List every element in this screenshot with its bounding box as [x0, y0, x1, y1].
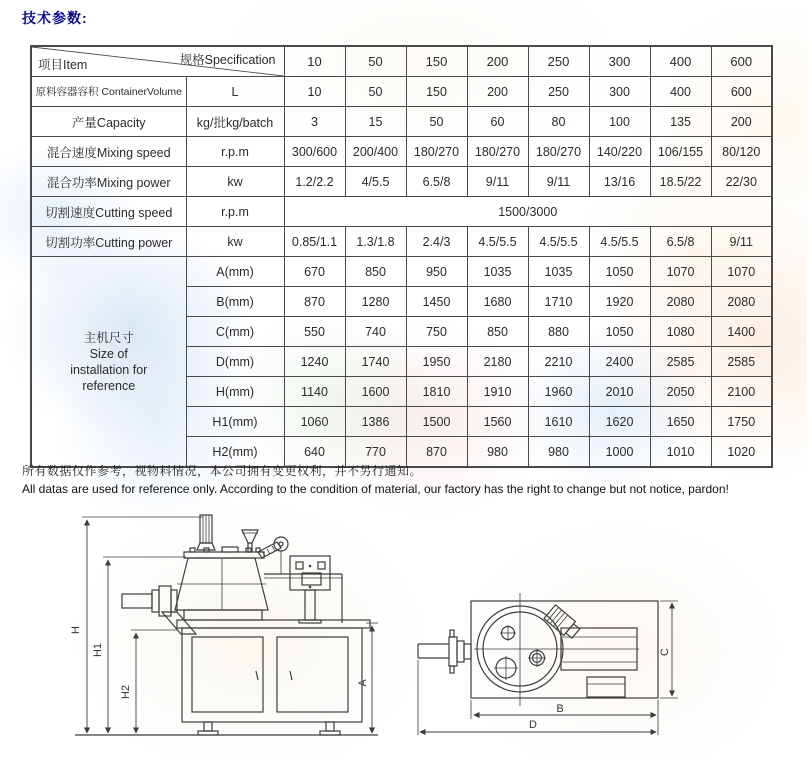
value-cell: 400 — [650, 77, 711, 107]
value-cell: 2585 — [650, 347, 711, 377]
spec-item-header — [31, 46, 284, 77]
dim-name-cell: A(mm) — [186, 257, 284, 287]
row-label: 切割速度Cutting speed — [31, 197, 186, 227]
value-cell: 850 — [467, 317, 528, 347]
value-cell: 9/11 — [528, 167, 589, 197]
value-cell: 640 — [284, 437, 345, 468]
value-cell: 980 — [528, 437, 589, 468]
value-cell: 4.5/5.5 — [589, 227, 650, 257]
unit-cell: kg/批kg/batch — [186, 107, 284, 137]
table-row — [31, 257, 772, 287]
value-cell: 870 — [406, 437, 467, 468]
value-cell: 4.5/5.5 — [528, 227, 589, 257]
side-view-drawing — [70, 515, 378, 735]
technical-drawings — [0, 495, 807, 757]
value-cell: 1750 — [711, 407, 772, 437]
value-cell: 100 — [589, 107, 650, 137]
dim-label-d: D — [529, 719, 537, 731]
unit-cell: L — [186, 77, 284, 107]
value-cell: 1610 — [528, 407, 589, 437]
value-cell: 6.5/8 — [406, 167, 467, 197]
value-cell: 50 — [406, 107, 467, 137]
value-cell: 300/600 — [284, 137, 345, 167]
value-cell: 1140 — [284, 377, 345, 407]
value-cell: 740 — [345, 317, 406, 347]
value-cell: 9/11 — [467, 167, 528, 197]
value-cell: 1050 — [589, 317, 650, 347]
value-cell: 22/30 — [711, 167, 772, 197]
value-cell: 2080 — [650, 287, 711, 317]
table-row — [31, 77, 772, 107]
value-cell: 1060 — [284, 407, 345, 437]
value-cell: 18.5/22 — [650, 167, 711, 197]
unit-cell: kw — [186, 167, 284, 197]
value-cell: 2010 — [589, 377, 650, 407]
value-cell: 2.4/3 — [406, 227, 467, 257]
disclaimer — [22, 462, 792, 496]
value-cell: 4/5.5 — [345, 167, 406, 197]
value-cell: 15 — [345, 107, 406, 137]
value-cell: 200 — [467, 77, 528, 107]
value-cell: 1020 — [711, 437, 772, 468]
value-cell: 80/120 — [711, 137, 772, 167]
value-cell: 1035 — [528, 257, 589, 287]
value-cell: 850 — [345, 257, 406, 287]
value-cell: 250 — [528, 77, 589, 107]
value-cell: 750 — [406, 317, 467, 347]
spec-header-label: 规格Specification — [179, 53, 276, 67]
dim-name-cell: H2(mm) — [186, 437, 284, 468]
value-cell: 0.85/1.1 — [284, 227, 345, 257]
value-cell: 1.3/1.8 — [345, 227, 406, 257]
value-cell: 1280 — [345, 287, 406, 317]
dim-name-cell: D(mm) — [186, 347, 284, 377]
merged-value-cell: 1500/3000 — [284, 197, 772, 227]
spec-column-header: 50 — [345, 46, 406, 77]
size-section-label — [31, 257, 186, 468]
value-cell: 980 — [467, 437, 528, 468]
top-view-drawing — [418, 593, 678, 735]
value-cell: 1070 — [650, 257, 711, 287]
value-cell: 600 — [711, 77, 772, 107]
table-row — [31, 227, 772, 257]
value-cell: 1000 — [589, 437, 650, 468]
dim-label-h1: H1 — [92, 642, 104, 658]
size-label-line: installation for — [70, 362, 148, 377]
value-cell: 1710 — [528, 287, 589, 317]
value-cell: 106/155 — [650, 137, 711, 167]
dim-name-cell: H(mm) — [186, 377, 284, 407]
header-row — [31, 46, 772, 77]
value-cell: 6.5/8 — [650, 227, 711, 257]
size-label-line: reference — [82, 378, 136, 393]
value-cell: 50 — [345, 77, 406, 107]
value-cell: 950 — [406, 257, 467, 287]
unit-cell: kw — [186, 227, 284, 257]
value-cell: 180/270 — [406, 137, 467, 167]
value-cell: 1400 — [711, 317, 772, 347]
spec-column-header: 600 — [711, 46, 772, 77]
value-cell: 1560 — [467, 407, 528, 437]
dim-label-b: B — [556, 703, 564, 715]
value-cell: 13/16 — [589, 167, 650, 197]
value-cell: 1600 — [345, 377, 406, 407]
value-cell: 1950 — [406, 347, 467, 377]
value-cell: 300 — [589, 77, 650, 107]
value-cell: 2210 — [528, 347, 589, 377]
value-cell: 870 — [284, 287, 345, 317]
value-cell: 1450 — [406, 287, 467, 317]
value-cell: 1680 — [467, 287, 528, 317]
value-cell: 140/220 — [589, 137, 650, 167]
value-cell: 1035 — [467, 257, 528, 287]
dim-name-cell: H1(mm) — [186, 407, 284, 437]
value-cell: 9/11 — [711, 227, 772, 257]
value-cell: 1080 — [650, 317, 711, 347]
value-cell: 1500 — [406, 407, 467, 437]
size-label-line: Size of — [89, 346, 128, 361]
table-row — [31, 167, 772, 197]
value-cell: 1050 — [589, 257, 650, 287]
value-cell: 135 — [650, 107, 711, 137]
spec-column-header: 250 — [528, 46, 589, 77]
table-row — [31, 107, 772, 137]
value-cell: 150 — [406, 77, 467, 107]
value-cell: 770 — [345, 437, 406, 468]
size-label-line: 主机尺寸 — [83, 330, 134, 345]
dim-label-c: C — [659, 648, 671, 656]
value-cell: 1960 — [528, 377, 589, 407]
value-cell: 550 — [284, 317, 345, 347]
dim-name-cell: C(mm) — [186, 317, 284, 347]
value-cell: 1.2/2.2 — [284, 167, 345, 197]
value-cell: 1240 — [284, 347, 345, 377]
row-label: 原料容器容积 ContainerVolume — [31, 77, 186, 107]
value-cell: 3 — [284, 107, 345, 137]
spec-column-header: 400 — [650, 46, 711, 77]
value-cell: 1650 — [650, 407, 711, 437]
spec-column-header: 150 — [406, 46, 467, 77]
value-cell: 1910 — [467, 377, 528, 407]
value-cell: 2080 — [711, 287, 772, 317]
value-cell: 880 — [528, 317, 589, 347]
value-cell: 670 — [284, 257, 345, 287]
row-label: 切割功率Cutting power — [31, 227, 186, 257]
row-label: 混合功率Mixing power — [31, 167, 186, 197]
item-header-label: 项目Item — [38, 58, 88, 72]
disclaimer-cn: 所有数据仅作参考，视物料情况，本公司拥有变更权利，并不另行通知。 — [22, 464, 423, 478]
unit-cell: r.p.m — [186, 197, 284, 227]
value-cell: 60 — [467, 107, 528, 137]
unit-cell: r.p.m — [186, 137, 284, 167]
table-row — [31, 197, 772, 227]
value-cell: 1740 — [345, 347, 406, 377]
disclaimer-en: All datas are used for reference only. According to the condition of material, our factory has the right to change but not notice, pardon! — [22, 482, 729, 496]
value-cell: 180/270 — [528, 137, 589, 167]
value-cell: 2180 — [467, 347, 528, 377]
value-cell: 10 — [284, 77, 345, 107]
spec-column-header: 300 — [589, 46, 650, 77]
value-cell: 2585 — [711, 347, 772, 377]
value-cell: 1920 — [589, 287, 650, 317]
spec-column-header: 10 — [284, 46, 345, 77]
dim-name-cell: B(mm) — [186, 287, 284, 317]
spec-table — [30, 45, 773, 468]
value-cell: 1386 — [345, 407, 406, 437]
value-cell: 180/270 — [467, 137, 528, 167]
value-cell: 1010 — [650, 437, 711, 468]
spec-column-header: 200 — [467, 46, 528, 77]
value-cell: 1620 — [589, 407, 650, 437]
value-cell: 200 — [711, 107, 772, 137]
value-cell: 2100 — [711, 377, 772, 407]
dim-label-h: H — [70, 626, 82, 634]
value-cell: 2050 — [650, 377, 711, 407]
value-cell: 200/400 — [345, 137, 406, 167]
value-cell: 80 — [528, 107, 589, 137]
value-cell: 1810 — [406, 377, 467, 407]
row-label: 混合速度Mixing speed — [31, 137, 186, 167]
page-title: 技术参数: — [22, 10, 88, 26]
row-label: 产量Capacity — [31, 107, 186, 137]
table-row — [31, 137, 772, 167]
value-cell: 1070 — [711, 257, 772, 287]
dim-label-a: A — [357, 679, 369, 687]
dim-label-h2: H2 — [120, 684, 132, 700]
value-cell: 4.5/5.5 — [467, 227, 528, 257]
value-cell: 2400 — [589, 347, 650, 377]
